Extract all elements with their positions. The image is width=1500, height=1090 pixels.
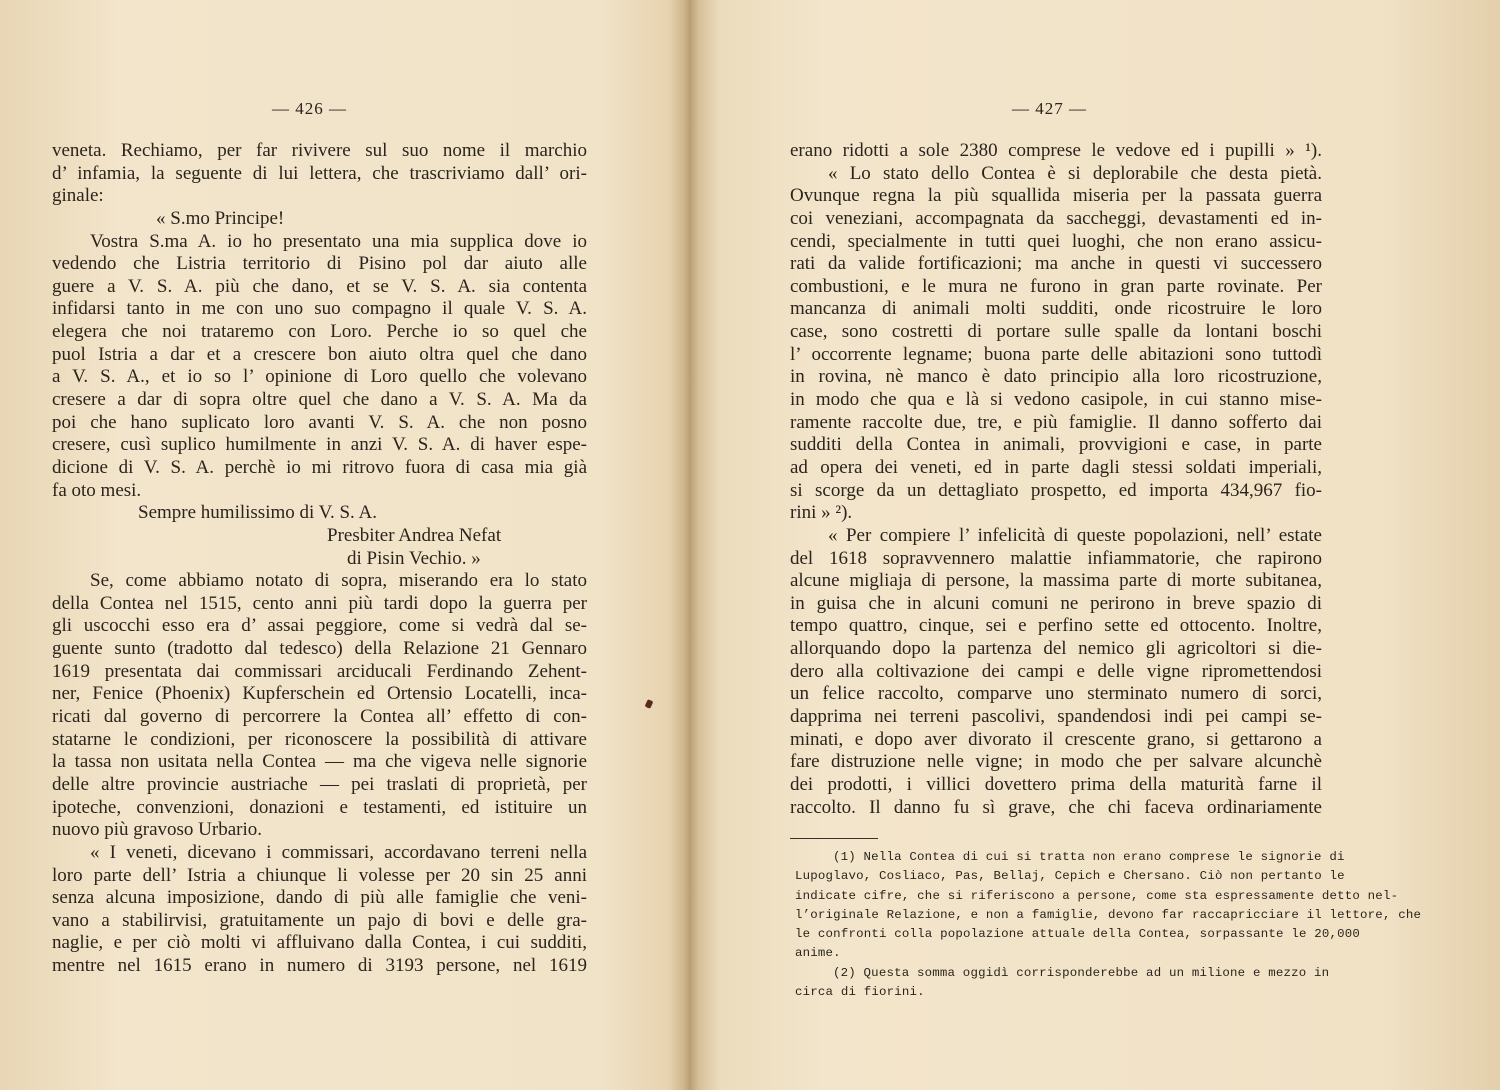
text-line: sudditi della Contea in animali, provvigioni e case, in parte: [790, 434, 1322, 456]
text-line: dero alla coltivazione dei campi e delle vigne ripromettendosi: [790, 660, 1322, 682]
text-line: ner, Fenice (Phoenix) Kupferschein ed Ortensio Locatelli, inca-: [52, 683, 587, 705]
text-line: delle altre provincie austriache — pei traslati di proprietà, per: [52, 773, 587, 795]
text-line: poi che hano suplicato loro avanti V. S. A. che non posno: [52, 411, 587, 433]
text-line: gli uscocchi esso era d’ assai peggiore, come si vedrà dal se-: [52, 615, 587, 637]
text-line: dicione di V. S. A. perchè io mi ritrovo fuora di casa mia già: [52, 456, 587, 478]
text-line: vedendo che Listria territorio di Pisino pol dar aiuto alle: [52, 253, 587, 275]
text-line: alcune migliaja di persone, la massima parte di morte subitanea,: [790, 570, 1322, 592]
text-line: puol Istria a dar et a crescere bon aiuto oltra quel che dano: [52, 343, 587, 365]
text-line: a V. S. A., et io so l’ opinione di Loro quello che volevano: [52, 366, 587, 388]
text-line: mancanza di animali molti sudditi, onde ricostruire le loro: [790, 298, 1322, 320]
footnote-line: le confronti colla popolazione attuale della Contea, sorpassante le 20,000: [795, 927, 1361, 942]
text-line: fare distruzione nelle vigne; in modo che per salvare alcunchè: [790, 751, 1322, 773]
text-line: in guisa che in alcuni comuni ne perirono in breve spazio di: [790, 592, 1322, 614]
text-line: statarne le condizioni, per riconoscere la possibilità di attivare: [52, 728, 587, 750]
text-line: Ovunque regna la più squallida miseria per la passata guerra: [790, 185, 1322, 207]
text-line: della Contea nel 1515, cento anni più tardi dopo la guerra per: [52, 592, 587, 614]
footnote-line: circa di fiorini.: [795, 985, 925, 1000]
text-line: l’ occorrente legname; buona parte delle abitazioni sono tuttodì: [790, 343, 1322, 365]
text-line: senza alcuna imposizione, dando di più alle famiglie che veni-: [52, 887, 587, 909]
text-line: raccolto. Il danno fu sì grave, che chi faceva ordinariamente: [790, 796, 1322, 818]
page-number: — 427 —: [1012, 99, 1087, 118]
text-line: guere a V. S. A. più che dano, et se V. S. A. sia contenta: [52, 275, 587, 297]
closing-line: Sempre humilissimo di V. S. A.: [138, 502, 377, 524]
text-line: loro parte dell’ Istria a chiunque li volesse per 20 sin 25 anni: [52, 864, 587, 886]
body-text: [790, 140, 1322, 819]
text-line: ricati dal governo di percorrere la Contea all’ effetto di con-: [52, 706, 587, 728]
page-number: — 426 —: [272, 99, 347, 118]
footnote-line: anime.: [795, 946, 841, 961]
text-line: d’ infamia, la seguente di lui lettera, che trascriviamo dall’ ori-: [52, 162, 587, 184]
text-line: ramente raccolte due, tre, e più famiglie. Il danno sofferto dai: [790, 411, 1322, 433]
text-line: ipoteche, convenzioni, donazioni e testamenti, ed istituire un: [52, 796, 587, 818]
text-line: minati, e dopo aver divorato il crescente grano, si gettarono a: [790, 728, 1322, 750]
text-line: dei prodotti, i villici dovettero prima della maturità farne il: [790, 773, 1322, 795]
text-line: Vostra S.ma A. io ho presentato una mia supplica dove io: [90, 230, 587, 252]
text-line: veneta. Rechiamo, per far rivivere sul suo nome il marchio: [52, 140, 587, 161]
text-line: case, sono costretti di portare sulle spalle da lontani boschi: [790, 321, 1322, 343]
text-line: elegera che noi trataremo con Loro. Perche io so quel che: [52, 321, 587, 343]
right-page: [700, 0, 1500, 1090]
text-line: ad opera dei veneti, ed in parte dagli stessi soldati imperiali,: [790, 456, 1322, 478]
text-line: infidarsi tanto in me con uno suo compagno il quale V. S. A.: [52, 298, 587, 320]
text-line: vano a stabilirvisi, gratuitamente un pajo di bovi e delle gra-: [52, 909, 587, 931]
text-line: in modo che qua e là si vedono casipole, in cui stanno mise-: [790, 389, 1322, 411]
text-line: cresere a dar di sopra oltre quel che dano a V. S. A. Ma da: [52, 389, 587, 411]
footnotes: [795, 848, 1422, 1002]
text-line: « Lo stato dello Contea è si deplorabile che desta pietà.: [828, 162, 1322, 184]
text-line: Se, come abbiamo notato di sopra, miserando era lo stato: [90, 570, 587, 592]
footnote-separator: [790, 838, 878, 839]
text-line: nuovo più gravoso Urbario.: [52, 819, 263, 841]
text-line: del 1618 sopravvennero malattie infiammatorie, che rapirono: [790, 547, 1322, 569]
text-line: allorquando dopo la partenza del nemico gli agricoltori si die-: [790, 638, 1322, 660]
footnote-line: l’originale Relazione, e non a famiglie, devono far raccapricciare il lettore, che: [795, 907, 1422, 922]
text-line: tempo quattro, cinque, sei e perfino sette ed ottocento. Inoltre,: [790, 615, 1322, 637]
text-line: dapprima nei terreni pascolivi, spandendosi indi pei campi se-: [790, 706, 1322, 728]
text-line: guente sunto (tradotto dal tedesco) della Relazione 21 Gennaro: [52, 638, 587, 660]
text-line: rati da valide fortificazioni; ma anche in questi vi successero: [790, 253, 1322, 275]
text-line: un felice raccolto, comparve uno sterminato numero di sorci,: [790, 683, 1322, 705]
text-line: « I veneti, dicevano i commissari, accordavano terreni nella: [90, 841, 587, 863]
footnote-line: Lupoglavo, Cosliaco, Pas, Bellaj, Cepich e Chersano. Ciò non pertanto le: [795, 869, 1345, 884]
signature-place: di Pisin Vechio. »: [347, 547, 481, 569]
salutation: « S.mo Principe!: [156, 207, 285, 229]
text-line: naglie, e per ciò molti vi affluivano dalla Contea, i cui sudditi,: [52, 932, 587, 954]
signature-name: Presbiter Andrea Nefat: [327, 524, 502, 546]
text-line: 1619 presentata dai commissari arciducali Ferdinando Zehent-: [52, 660, 587, 682]
text-line: erano ridotti a sole 2380 comprese le vedove ed i pupilli » ¹).: [790, 140, 1322, 161]
text-line: si scorge da un dettagliato prospetto, ed importa 434,967 fio-: [790, 479, 1322, 501]
text-line: cendi, specialmente in tutti quei luoghi, che non erano assicu-: [790, 230, 1322, 252]
body-text: [52, 140, 587, 978]
footnote-line: (2) Questa somma oggidì corrisponderebbe ad un milione e mezzo in: [833, 965, 1330, 980]
text-line: fa oto mesi.: [52, 479, 142, 501]
footnote-line: indicate cifre, che si riferiscono a persone, come sta espressamente detto nel-: [795, 888, 1399, 903]
text-line: combustioni, e le mura ne furono in gran parte rovinate. Per: [790, 275, 1322, 297]
text-line: in rovina, nè manco è dato principio alla loro ricostruzione,: [790, 366, 1322, 388]
text-line: ginale:: [52, 185, 104, 207]
left-page: [0, 0, 690, 1090]
text-line: rini » ²).: [790, 502, 853, 524]
footnote-line: (1) Nella Contea di cui si tratta non erano comprese le signorie di: [833, 850, 1345, 864]
text-line: « Per compiere l’ infelicità di queste popolazioni, nell’ estate: [828, 524, 1322, 546]
text-line: mentre nel 1615 erano in numero di 3193 persone, nel 1619: [52, 955, 587, 977]
text-line: la tassa non usitata nella Contea — ma che vigeva nelle signorie: [52, 751, 587, 773]
ink-mark: [645, 699, 654, 709]
text-line: cresere, cusì suplico humilmente in anzi V. S. A. di haver espe-: [52, 434, 587, 456]
text-line: coi veneziani, accompagnata da saccheggi, devastamenti ed in-: [790, 207, 1322, 229]
